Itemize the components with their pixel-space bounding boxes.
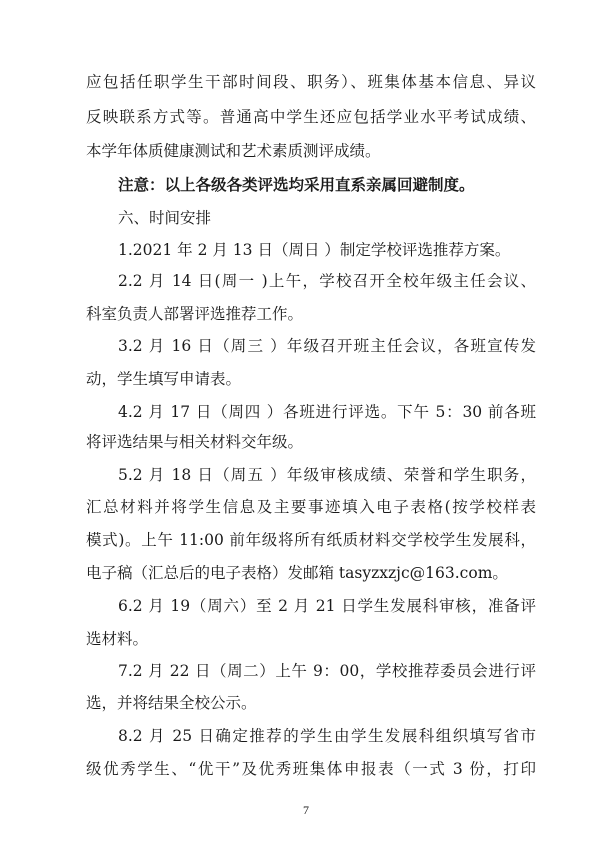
- text-line: 2.2 月 14 日(周一 )上午，学校召开全校年级主任会议、: [118, 272, 536, 290]
- text-line: 汇总材料并将学生信息及主要事迹填入电子表格(按学校样表: [86, 498, 536, 516]
- text-line: 7.2 月 22 日（周二）上午 9：00，学校推荐委员会进行评: [118, 662, 536, 680]
- text-line: 电子稿（汇总后的电子表格）发邮箱 tasyzxzjc@163.com。: [86, 564, 508, 582]
- notice-line: 注意：以上各级各类评选均采用直系亲属回避制度。: [118, 175, 475, 194]
- text-line: 反映联系方式等。普通高中学生还应包括学业水平考试成绩、: [86, 108, 536, 126]
- text-line: 科室负责人部署评选推荐工作。: [86, 305, 304, 323]
- text-line: 选，并将结果全校公示。: [86, 694, 257, 712]
- text-line: 选材料。: [86, 630, 149, 648]
- page-number: 7: [303, 803, 309, 817]
- text-line: 动，学生填写申请表。: [86, 370, 242, 388]
- text-line: 级优秀学生、“优干”及优秀班集体申报表（一式 3 份，打印: [86, 760, 536, 778]
- section-heading: 六、时间安排: [118, 209, 212, 227]
- text-line: 应包括任职学生干部时间段、职务）、班集体基本信息、异议: [86, 73, 536, 91]
- text-line: 6.2 月 19（周六）至 2 月 21 日学生发展科审核，准备评: [118, 597, 536, 615]
- text-line: 5.2 月 18 日（周五 ）年级审核成绩、荣誉和学生职务，: [118, 466, 536, 484]
- text-line: 1.2021 年 2 月 13 日（周日 ）制定学校评选推荐方案。: [118, 241, 511, 259]
- text-line: 将评选结果与相关材料交年级。: [86, 433, 304, 451]
- text-line: 模式)。上午 11:00 前年级将所有纸质材料交学校学生发展科，: [86, 531, 536, 549]
- text-line: 3.2 月 16 日（周三 ）年级召开班主任会议，各班宣传发: [118, 337, 536, 355]
- text-line: 本学年体质健康测试和艺术素质测评成绩。: [86, 142, 381, 160]
- text-line: 4.2 月 17 日（周四 ）各班进行评选。下午 5：30 前各班: [118, 403, 536, 421]
- text-line: 8.2 月 25 日确定推荐的学生由学生发展科组织填写省市: [118, 727, 536, 745]
